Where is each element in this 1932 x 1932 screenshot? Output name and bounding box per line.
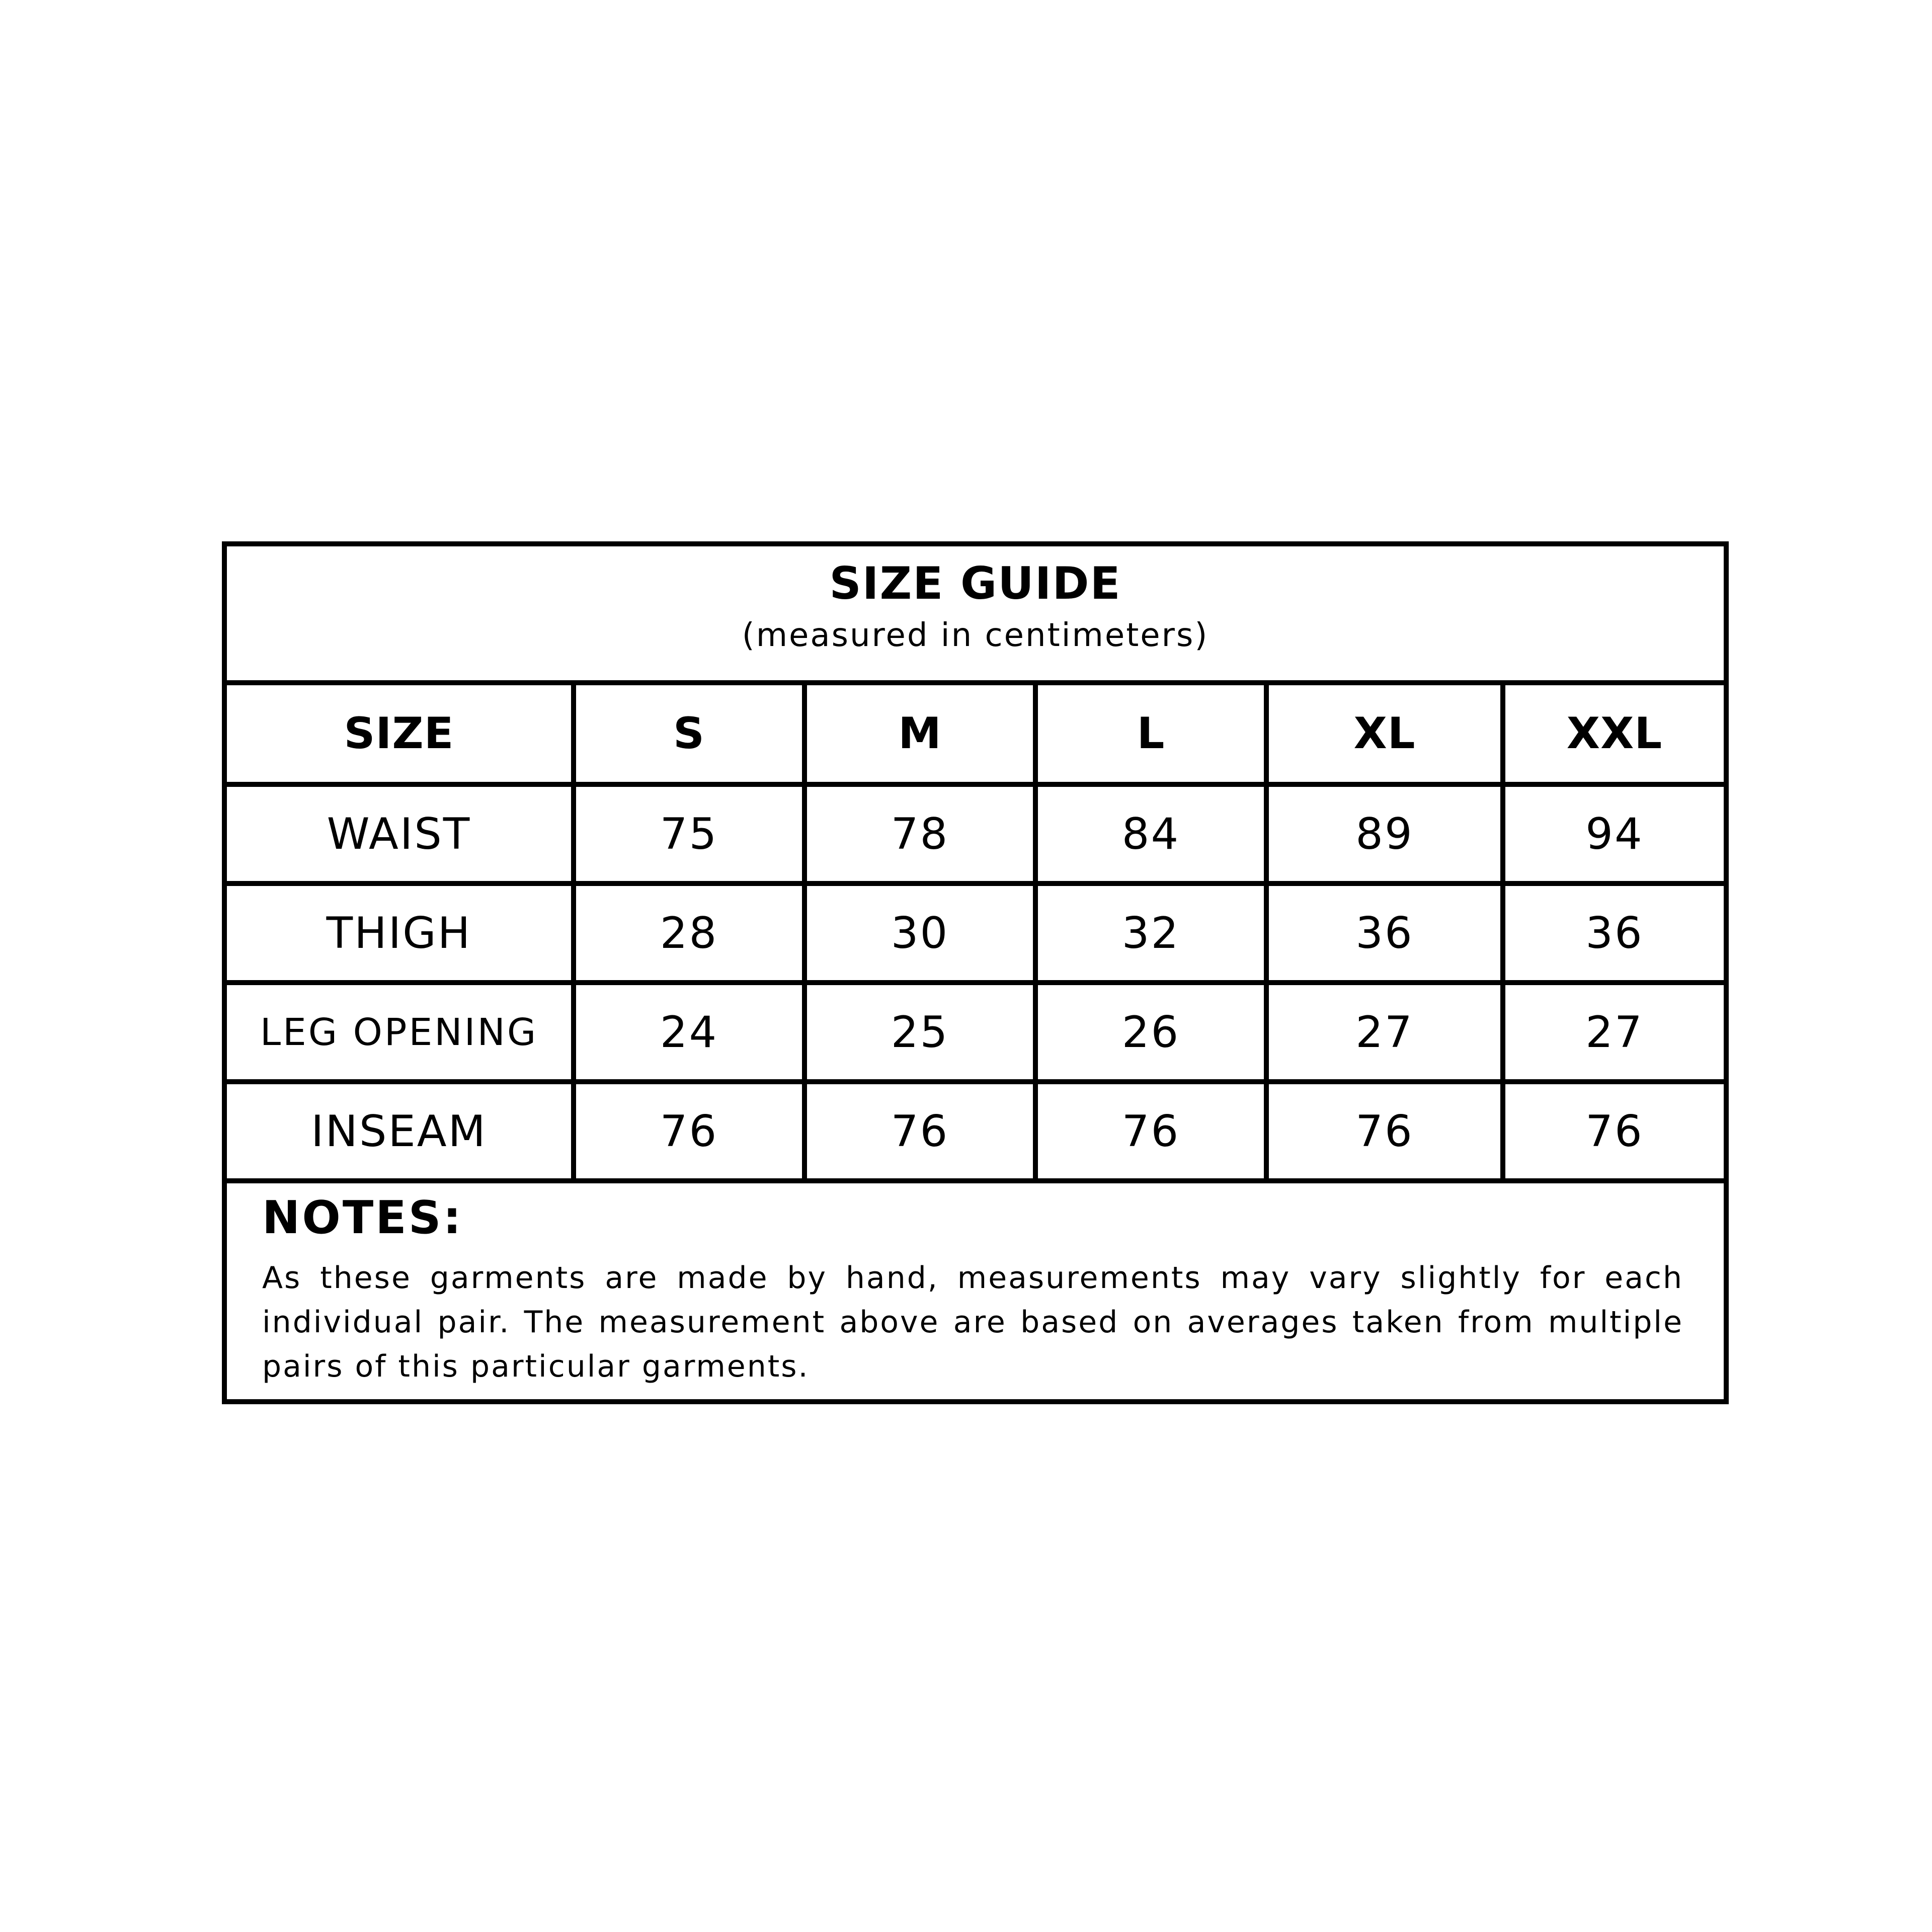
table-cell: 36	[1266, 883, 1503, 983]
notes-title: NOTES:	[262, 1191, 463, 1244]
page-subtitle: (measured in centimeters)	[742, 617, 1209, 654]
table-cell: 24	[574, 983, 804, 1082]
table-cell: 36	[1503, 883, 1724, 983]
table-cell: 27	[1503, 983, 1724, 1082]
size-guide-header	[227, 546, 1724, 685]
table-header-cell: XXL	[1503, 685, 1724, 784]
row-label: THIGH	[227, 883, 574, 983]
table-cell: 26	[1035, 983, 1266, 1082]
row-label: LEG OPENING	[227, 983, 574, 1082]
table-cell: 76	[1503, 1082, 1724, 1181]
table-cell: 84	[1035, 784, 1266, 883]
table-cell: 75	[574, 784, 804, 883]
table-cell: 25	[804, 983, 1035, 1082]
table-cell: 30	[804, 883, 1035, 983]
table-row	[227, 784, 1724, 883]
table-header-cell: L	[1035, 685, 1266, 784]
table-header-cell: SIZE	[227, 685, 574, 784]
table-cell: 78	[804, 784, 1035, 883]
table-cell: 76	[574, 1082, 804, 1181]
notes-section	[262, 1191, 1683, 1389]
table-header-row	[227, 685, 1724, 784]
table-row	[227, 883, 1724, 983]
size-guide-card	[222, 541, 1729, 1404]
table-header-cell: XL	[1266, 685, 1503, 784]
size-table	[227, 685, 1724, 1183]
table-row	[227, 983, 1724, 1082]
page-title: SIZE GUIDE	[829, 557, 1121, 609]
row-label: INSEAM	[227, 1082, 574, 1181]
table-cell: 76	[1266, 1082, 1503, 1181]
table-cell: 76	[804, 1082, 1035, 1181]
table-cell: 28	[574, 883, 804, 983]
table-row	[227, 1082, 1724, 1181]
table-cell: 27	[1266, 983, 1503, 1082]
table-cell: 32	[1035, 883, 1266, 983]
table-cell: 76	[1035, 1082, 1266, 1181]
table-header-cell: S	[574, 685, 804, 784]
table-cell: 94	[1503, 784, 1724, 883]
table-header-cell: M	[804, 685, 1035, 784]
notes-body: As these garments are made by hand, measurements may vary slightly for each individual pair. The measurement above are based on averages taken from multiple pairs of this particular garments.	[262, 1260, 1683, 1384]
table-cell: 89	[1266, 784, 1503, 883]
row-label: WAIST	[227, 784, 574, 883]
